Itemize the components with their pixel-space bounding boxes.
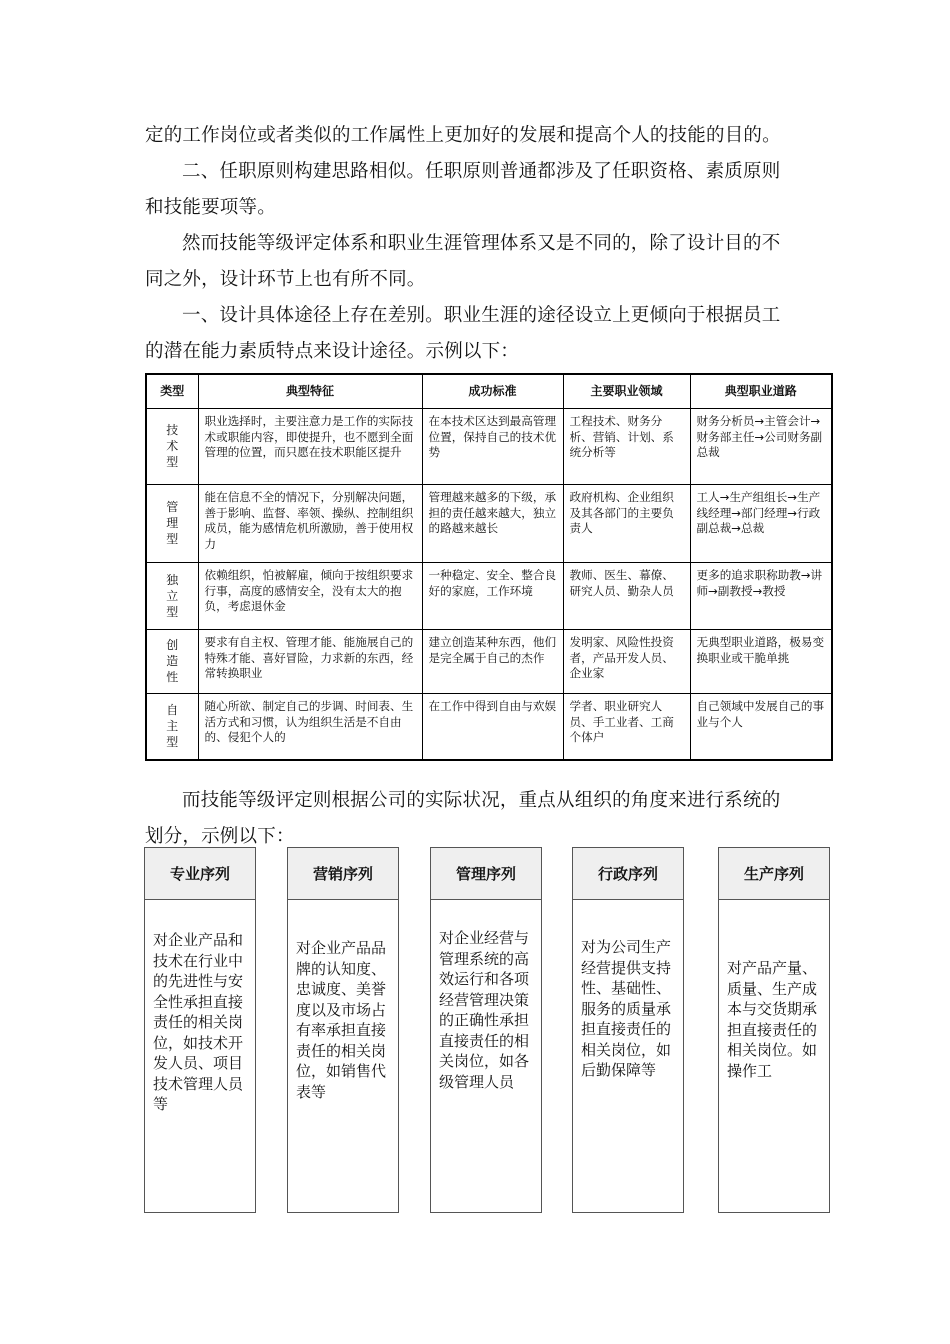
type-cell: 技术型 xyxy=(146,409,198,485)
type-cell: 创造性 xyxy=(146,630,198,694)
sequence-title: 行政序列 xyxy=(572,847,684,900)
sequence-title: 营销序列 xyxy=(287,847,399,900)
success-cell: 管理越来越多的下级，承担的责任越来越大，独立的路越来越长 xyxy=(422,485,563,563)
header-feature: 典型特征 xyxy=(198,374,422,409)
path-cell: 更多的追求职称助教→讲师→副教授→教授 xyxy=(690,563,832,630)
feature-cell: 职业选择时，主要注意力是工作的实际技术或职能内容，即使提升，也不愿到全面管理的位置，而只愿在技术职能区提升 xyxy=(198,409,422,485)
domain-cell: 发明家、风险性投资者，产品开发人员、企业家 xyxy=(563,630,690,694)
table-header-row xyxy=(146,374,832,409)
paragraph-difference-intro-cont: 同之外，设计环节上也有所不同。 xyxy=(145,269,426,290)
paragraph-skill-rating-cont: 划分，示例以下： xyxy=(145,826,295,847)
feature-cell: 要求有自主权、管理才能、能施展自己的特殊才能、喜好冒险，力求新的东西，经常转换职业 xyxy=(198,630,422,694)
paragraph-skill-rating: 而技能等级评定则根据公司的实际状况，重点从组织的角度来进行系统的 xyxy=(182,790,781,811)
paragraph-point-one: 一、设计具体途径上存在差别。职业生涯的途径设立上更倾向于根据员工 xyxy=(182,305,781,326)
feature-cell: 随心所欲、制定自己的步调、时间表、生活方式和习惯，认为组织生活是不自由的、侵犯个人的 xyxy=(198,694,422,760)
domain-cell: 学者、职业研究人员、手工业者、工商个体户 xyxy=(563,694,690,760)
table-row xyxy=(146,694,832,760)
header-type: 类型 xyxy=(146,374,198,409)
sequence-title: 专业序列 xyxy=(144,847,256,900)
type-cell: 管理型 xyxy=(146,485,198,563)
sequence-title: 生产序列 xyxy=(718,847,830,900)
path-cell: 无典型职业道路，极易变换职业或干脆单挑 xyxy=(690,630,832,694)
sequence-description: 对为公司生产经营提供支持性、基础性、服务的质量承担直接责任的相关岗位，如后勤保障等 xyxy=(572,900,684,1213)
sequence-description: 对企业经营与管理系统的高效运行和各项经营管理决策的正确性承担直接责任的相关岗位，如各级管理人员 xyxy=(430,900,542,1213)
success-cell: 在本技术区达到最高管理位置，保持自己的技术优势 xyxy=(422,409,563,485)
domain-cell: 教师、医生、幕僚、研究人员、勤杂人员 xyxy=(563,563,690,630)
paragraph-point-two: 二、任职原则构建思路相似。任职原则普通都涉及了任职资格、素质原则 xyxy=(182,161,781,182)
path-cell: 财务分析员→主管会计→财务部主任→公司财务副总裁 xyxy=(690,409,832,485)
career-type-table xyxy=(145,373,833,761)
table-row xyxy=(146,409,832,485)
sequence-description: 对产品产量、质量、生产成本与交货期承担直接责任的相关岗位。如操作工 xyxy=(718,900,830,1213)
paragraph-continuation: 定的工作岗位或者类似的工作属性上更加好的发展和提高个人的技能的目的。 xyxy=(145,125,781,146)
sequence-description: 对企业产品和技术在行业中的先进性与安全性承担直接责任的相关岗位，如技术开发人员、项目技术管理人员等 xyxy=(144,900,256,1213)
success-cell: 建立创造某种东西，他们是完全属于自己的杰作 xyxy=(422,630,563,694)
type-cell: 独立型 xyxy=(146,563,198,630)
header-success: 成功标准 xyxy=(422,374,563,409)
path-cell: 自己领域中发展自己的事业与个人 xyxy=(690,694,832,760)
feature-cell: 依赖组织，怕被解雇，倾向于按组织要求行事，高度的感情安全，没有太大的抱负，考虑退休金 xyxy=(198,563,422,630)
type-cell: 自主型 xyxy=(146,694,198,760)
paragraph-difference-intro: 然而技能等级评定体系和职业生涯管理体系又是不同的，除了设计目的不 xyxy=(182,233,781,254)
sequence-title: 管理序列 xyxy=(430,847,542,900)
table-row xyxy=(146,485,832,563)
success-cell: 在工作中得到自由与欢娱 xyxy=(422,694,563,760)
path-cell: 工人→生产组组长→生产线经理→部门经理→行政副总裁→总裁 xyxy=(690,485,832,563)
table-row xyxy=(146,630,832,694)
paragraph-point-one-cont: 的潜在能力素质特点来设计途径。示例以下： xyxy=(145,341,520,362)
table-row xyxy=(146,563,832,630)
sequence-description: 对企业产品品牌的认知度、忠诚度、美誉度以及市场占有率承担直接责任的相关岗位，如销售代表等 xyxy=(287,900,399,1213)
domain-cell: 政府机构、企业组织及其各部门的主要负责人 xyxy=(563,485,690,563)
header-path: 典型职业道路 xyxy=(690,374,832,409)
feature-cell: 能在信息不全的情况下，分别解决问题，善于影响、监督、率领、操纵、控制组织成员，能为感情危机所激励，善于使用权力 xyxy=(198,485,422,563)
domain-cell: 工程技术、财务分析、营销、计划、系统分析等 xyxy=(563,409,690,485)
paragraph-point-two-cont: 和技能要项等。 xyxy=(145,197,276,218)
header-domain: 主要职业领域 xyxy=(563,374,690,409)
success-cell: 一种稳定、安全、整合良好的家庭，工作环境 xyxy=(422,563,563,630)
